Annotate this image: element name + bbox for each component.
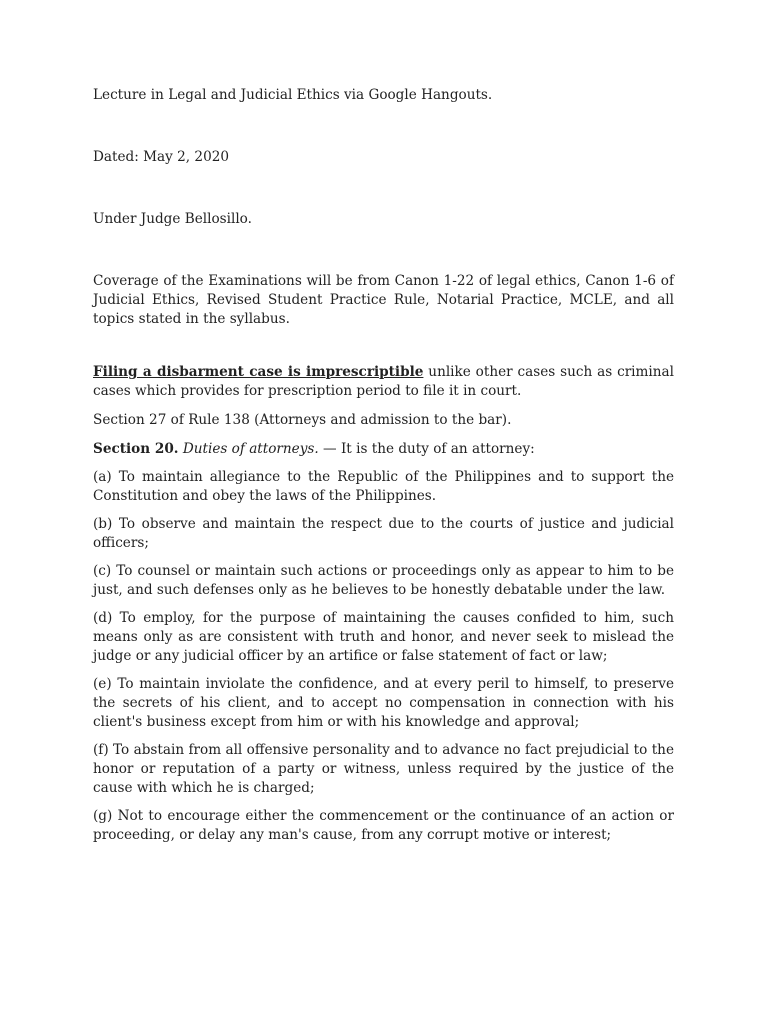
coverage-paragraph: Coverage of the Examinations will be from Canon 1-22 of legal ethics, Canon 1-6 of Judicial Ethics, Revised Student Practice Rule, Notarial Practice, MCLE, and all topics stated in the syllabus. bbox=[93, 273, 674, 327]
duty-item-g: (g) Not to encourage either the commencement or the continuance of an action or proceeding, or delay any man's cause, from any corrupt motive or interest; bbox=[93, 808, 674, 843]
lecture-title: Lecture in Legal and Judicial Ethics via Google Hangouts. bbox=[93, 87, 493, 103]
filing-heading: Filing a disbarment case is imprescriptible bbox=[93, 364, 424, 380]
duty-item-b: (b) To observe and maintain the respect due to the courts of justice and judicial officers; bbox=[93, 516, 674, 551]
section-20-heading bbox=[93, 440, 674, 459]
duty-item-c: (c) To counsel or maintain such actions or proceedings only as appear to him to be just, and such defenses only as he believes to be honestly debatable under the law. bbox=[93, 563, 674, 598]
filing-text: unlike other cases such as criminal cases which provides for prescription period to file it in court. bbox=[93, 364, 674, 399]
section-20-intro: — It is the duty of an attorney: bbox=[318, 441, 535, 457]
filing-paragraph bbox=[93, 363, 674, 401]
duty-item-a: (a) To maintain allegiance to the Republic of the Philippines and to support the Constitution and obey the laws of the Philippines. bbox=[93, 469, 674, 504]
section-20-title: Duties of attorneys. bbox=[182, 441, 319, 457]
document-page bbox=[93, 86, 674, 845]
duty-item-d: (d) To employ, for the purpose of maintaining the causes confided to him, such means only as are consistent with truth and honor, and never seek to mislead the judge or any judicial officer by an artifice or false statement of fact or law; bbox=[93, 610, 674, 664]
judge-line: Under Judge Bellosillo. bbox=[93, 211, 252, 227]
section-27-line: Section 27 of Rule 138 (Attorneys and admission to the bar). bbox=[93, 412, 512, 428]
duty-item-e: (e) To maintain inviolate the confidence, and at every peril to himself, to preserve the secrets of his client, and to accept no compensation in connection with his client's business except from him or with his knowledge and approval; bbox=[93, 676, 674, 730]
date-line: Dated: May 2, 2020 bbox=[93, 149, 230, 165]
duty-item-f: (f) To abstain from all offensive personality and to advance no fact prejudicial to the honor or reputation of a party or witness, unless required by the justice of the cause with which he is charged; bbox=[93, 742, 674, 796]
section-20-number: Section 20. bbox=[93, 441, 179, 457]
